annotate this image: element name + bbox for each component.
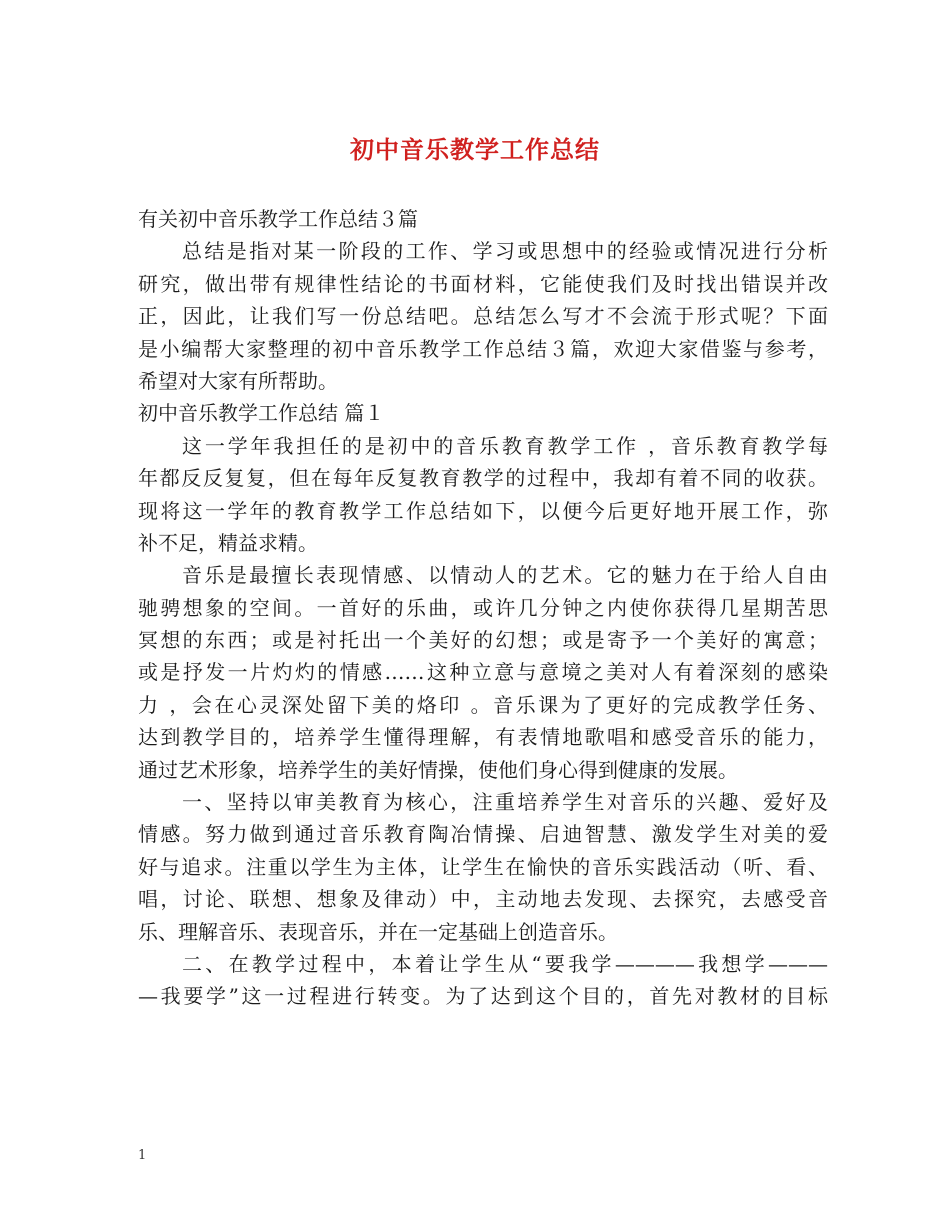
text-line: 研究，做出带有规律性结论的书面材料，它能使我们及时找出错误并改 xyxy=(138,271,828,296)
text-line: 是小编帮大家整理的初中音乐教学工作总结３篇，欢迎大家借鉴与参考， xyxy=(138,336,828,361)
page-number: 1 xyxy=(138,1148,147,1163)
document-body xyxy=(138,203,828,1013)
intro-heading: 有关初中音乐教学工作总结３篇 xyxy=(138,207,418,231)
text-line: 好与追求。注重以学生为主体，让学生在愉快的音乐实践活动（听、看、 xyxy=(138,854,828,879)
text-line: 二、在教学过程中，本着让学生从“要我学————我想学——— xyxy=(182,951,828,976)
text-line: —我要学”这一过程进行转变。为了达到这个目的，首先对教材的目标 xyxy=(138,984,828,1009)
text-line: 希望对大家有所帮助。 xyxy=(138,368,338,393)
text-line: 一、坚持以审美教育为核心，注重培养学生对音乐的兴趣、爱好及 xyxy=(182,790,828,815)
section-heading-1: 初中音乐教学工作总结 篇１ xyxy=(138,401,385,426)
text-line: 驰骋想象的空间。一首好的乐曲，或许几分钟之内使你获得几星期苦思 xyxy=(138,595,828,620)
text-line: 达到教学目的，培养学生懂得理解，有表情地歌唱和感受音乐的能力， xyxy=(138,725,828,750)
text-line: 正，因此，让我们写一份总结吧。总结怎么写才不会流于形式呢？下面 xyxy=(138,304,828,329)
text-line: 力 ，会在心灵深处留下美的烙印 。音乐课为了更好的完成教学任务、 xyxy=(138,692,828,717)
text-line: 冥想的东西；或是衬托出一个美好的幻想；或是寄予一个美好的寓意； xyxy=(138,628,828,653)
text-line: 乐、理解音乐、表现音乐，并在一定基础上创造音乐。 xyxy=(138,919,618,944)
text-line: 现将这一学年的教育教学工作总结如下，以便今后更好地开展工作，弥 xyxy=(138,498,828,523)
text-line: 或是抒发一片灼灼的情感……这种立意与意境之美对人有着深刻的感染 xyxy=(138,660,828,685)
text-line: 情感。努力做到通过音乐教育陶冶情操、启迪智慧、激发学生对美的爱 xyxy=(138,822,828,847)
text-line: 年都反反复复，但在每年反复教育教学的过程中，我却有着不同的收获。 xyxy=(138,466,828,491)
text-line: 总结是指对某一阶段的工作、学习或思想中的经验或情况进行分析 xyxy=(182,239,828,264)
text-line: 通过艺术形象，培养学生的美好情操，使他们身心得到健康的发展。 xyxy=(138,757,738,782)
document-title: 初中音乐教学工作总结 xyxy=(350,135,600,164)
text-line: 音乐是最擅长表现情感、以情动人的艺术。它的魅力在于给人自由 xyxy=(182,563,828,588)
text-line: 这一学年我担任的是初中的音乐教育教学工作 ，音乐教育教学每 xyxy=(182,433,828,458)
text-line: 补不足，精益求精。 xyxy=(138,530,318,555)
text-line: 唱，讨论、联想、想象及律动）中，主动地去发现、去探究，去感受音 xyxy=(138,887,828,912)
